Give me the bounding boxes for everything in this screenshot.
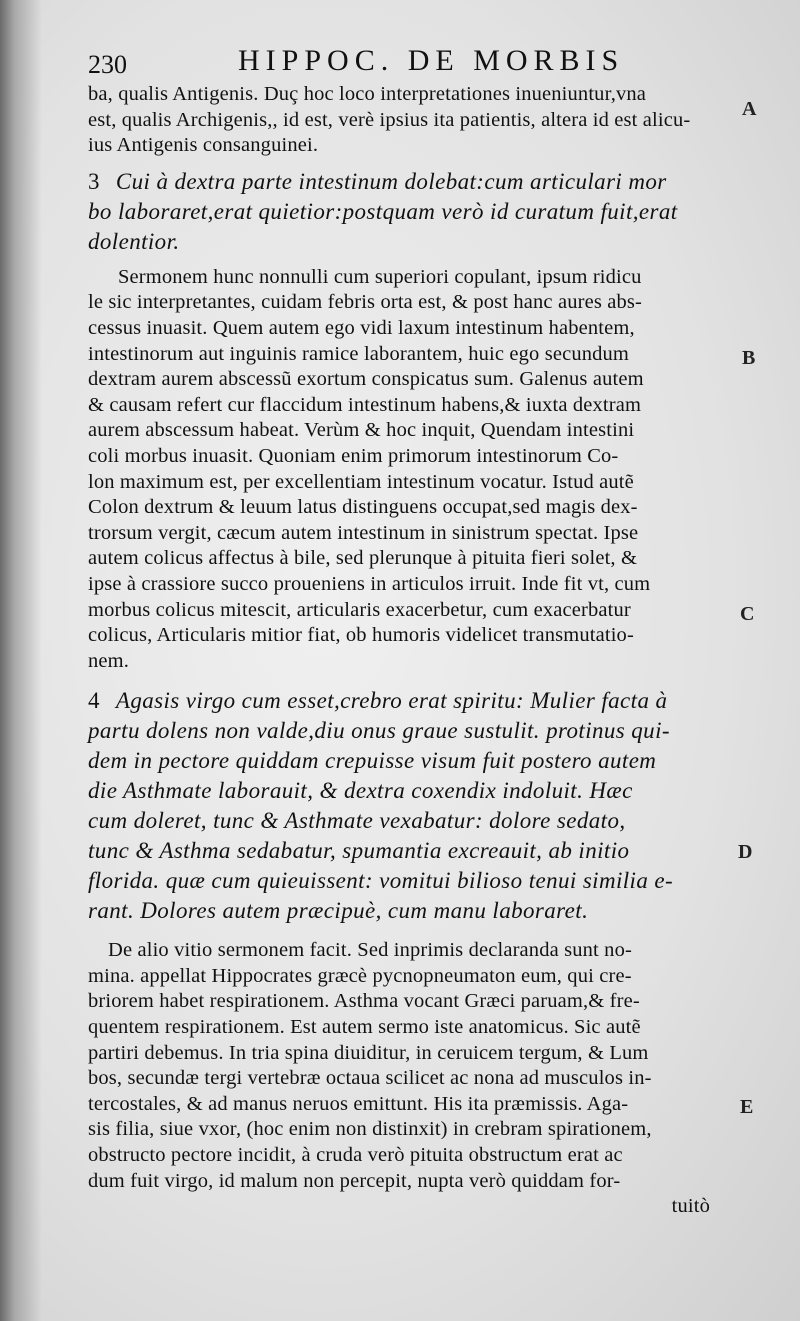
- aphorism-text: Agasis virgo cum esset,crebro erat spiritu: Mulier facta à: [115, 688, 668, 714]
- main-text: [88, 82, 728, 1220]
- text-line: tercostales, & ad manus neruos emittunt. His ita præmissis. Aga-: [88, 1092, 629, 1115]
- text-line: trorsum vergit, cæcum autem intestinum in sinistrum spectat. Ipse: [88, 521, 639, 544]
- text-line: dum fuit virgo, id malum non percepit, nupta verò quiddam for-: [88, 1169, 621, 1192]
- aphorism-number: 4: [88, 688, 100, 714]
- aphorism-line: florida. quæ cum quieuissent: vomitui bilioso tenui similia e-: [88, 868, 674, 894]
- aphorism-line: cum doleret, tunc & Asthmate vexabatur: dolore sedato,: [88, 808, 626, 834]
- text-line: Colon dextrum & leuum latus distinguens occupat,sed magis dex-: [88, 496, 638, 519]
- text-line: dextram aurem abscessũ exortum conspicatus sum. Galenus autem: [88, 368, 644, 391]
- text-line: intestinorum aut inguinis ramice laborantem, huic ego secundum: [88, 342, 630, 365]
- aphorism-line: tunc & Asthma sedabatur, spumantia excreauit, ab initio: [88, 838, 630, 864]
- commentary-3: [88, 265, 728, 675]
- text-line: mina. appellat Hippocrates græcè pycnopneumaton eum, qui cre-: [88, 964, 632, 987]
- text-line: cessus inuasit. Quem autem ego vidi laxum intestinum habentem,: [88, 316, 635, 339]
- text-line: autem colicus affectus à bile, sed plerunque à pituita fieri solet, &: [88, 547, 638, 570]
- text-line: ba, qualis Antigenis. Duç hoc loco interpretationes inueniuntur,vna: [88, 83, 647, 105]
- text-line: bos, secundæ tergi vertebræ octaua scilicet ac nona ad musculos in-: [88, 1067, 652, 1090]
- page-header: [88, 44, 708, 84]
- aphorism-line: bo laboraret,erat quietior:postquam verò id curatum fuit,erat: [88, 198, 678, 224]
- text-line: aurem abscessum habeat. Verùm & hoc inquit, Quendam intestini: [88, 419, 635, 442]
- commentary-4: [88, 938, 728, 1220]
- aphorism-line: rant. Dolores autem præcipuè, cum manu laboraret.: [88, 898, 589, 924]
- aphorism-line: [88, 686, 728, 716]
- running-title: HIPPOC. DE MORBIS: [238, 44, 625, 77]
- text-line: coli morbus inuasit. Quoniam enim primorum intestinorum Co-: [88, 444, 619, 467]
- aphorism-line: dem in pectore quiddam crepuisse visum fuit postero autem: [88, 748, 657, 774]
- text-line: ipse à crassiore succo proueniens in articulos irruit. Inde fit vt, cum: [88, 572, 651, 595]
- aphorism-line: partu dolens non valde,diu onus graue sustulit. protinus qui-: [88, 718, 670, 744]
- text-line: Sermonem hunc nonnulli cum superiori copulant, ipsum ridicu: [118, 265, 642, 288]
- text-line: & causam refert cur flaccidum intestinum habens,& iuxta dextram: [88, 393, 642, 416]
- margin-letter-a: A: [742, 98, 757, 120]
- text-line: colicus, Articularis mitior fiat, ob humoris videlicet transmutatio-: [88, 624, 634, 647]
- text-line: obstructo pectore incidit, à cruda verò pituita obstructum erat ac: [88, 1144, 623, 1167]
- text-line: De alio vitio sermonem facit. Sed inprimis declaranda sunt no-: [108, 939, 632, 962]
- binding-gutter-shadow: [0, 0, 42, 1321]
- catchword: tuitò: [671, 1195, 710, 1218]
- text-line: ius Antigenis consanguinei.: [88, 134, 319, 157]
- text-line: nem.: [88, 649, 130, 672]
- text-line: le sic interpretantes, cuidam febris orta est, & post hanc aures abs-: [88, 291, 642, 314]
- text-line: briorem habet respirationem. Asthma vocant Græci paruam,& fre-: [88, 990, 640, 1013]
- page-number: 230: [88, 50, 127, 79]
- margin-letter-e: E: [740, 1096, 754, 1118]
- aphorism-3-heading: [88, 167, 728, 257]
- margin-letter-d: D: [738, 841, 753, 863]
- margin-letter-b: B: [742, 347, 756, 369]
- margin-letter-c: C: [740, 603, 755, 625]
- text-line: morbus colicus mitescit, articularis exacerbetur, cum exacerbatur: [88, 598, 631, 621]
- text-line: lon maximum est, per excellentiam intestinum vocatur. Istud autẽ: [88, 470, 634, 493]
- aphorism-line: [88, 167, 728, 197]
- text-line: sis filia, siue vxor, (hoc enim non distinxit) in crebram spirationem,: [88, 1118, 652, 1141]
- aphorism-text: Cui à dextra parte intestinum dolebat:cum articulari mor: [115, 168, 667, 194]
- text-line: est, qualis Archigenis,, id est, verè ipsius ita patientis, altera id est alicu-: [88, 108, 691, 131]
- aphorism-line: die Asthmate laborauit, & dextra coxendix indoluit. Hæc: [88, 778, 633, 804]
- aphorism-4-heading: [88, 686, 728, 926]
- aphorism-line: dolentior.: [88, 228, 180, 254]
- aphorism-number: 3: [88, 168, 100, 194]
- text-line: quentem respirationem. Est autem sermo iste anatomicus. Sic autẽ: [88, 1016, 641, 1039]
- text-line: partiri debemus. In tria spina diuiditur, in ceruicem tergum, & Lum: [88, 1041, 649, 1064]
- intro-paragraph: [88, 82, 728, 159]
